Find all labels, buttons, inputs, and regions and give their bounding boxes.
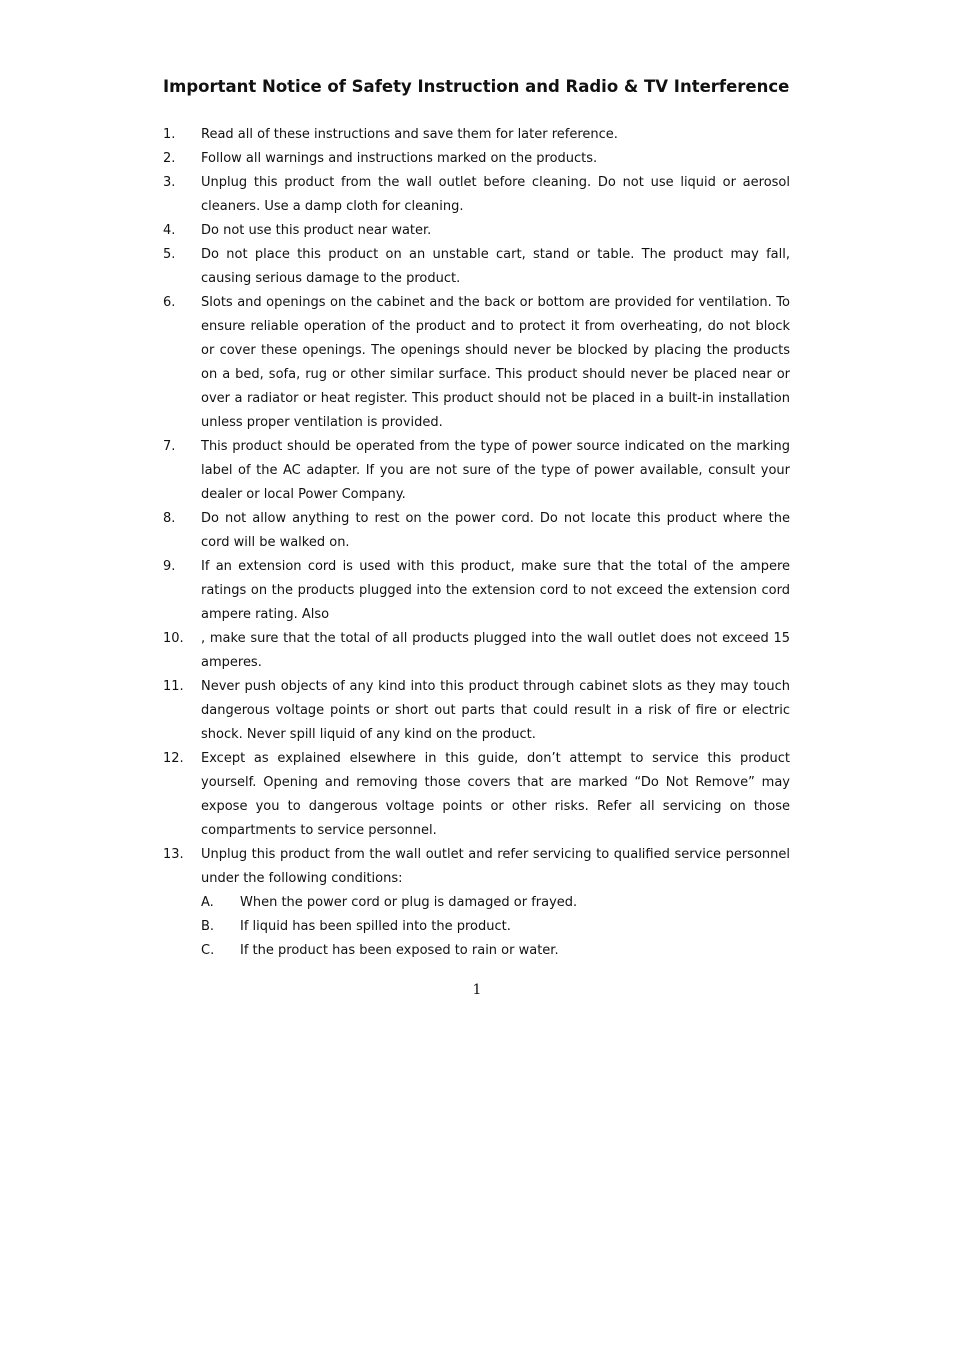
list-item	[163, 171, 790, 219]
subitem-text: If the product has been exposed to rain or water.	[240, 943, 559, 958]
page-number: 1	[472, 982, 482, 998]
item-text: Unplug this product from the wall outlet and refer servicing to qualified service personnel under the following conditions:	[201, 847, 790, 886]
subitem-letter: C.	[201, 943, 215, 958]
item-number: 11.	[163, 679, 184, 694]
list-item	[163, 555, 790, 627]
item-number: 7.	[163, 439, 176, 454]
sublist-item	[201, 915, 790, 939]
subitem-text: If liquid has been spilled into the product.	[240, 919, 511, 934]
item-text: Follow all warnings and instructions marked on the products.	[201, 151, 598, 166]
subitem-letter: A.	[201, 895, 214, 910]
item-text: Do not place this product on an unstable cart, stand or table. The product may fall, causing serious damage to the product.	[201, 247, 790, 286]
item-number: 3.	[163, 175, 176, 190]
list-item	[163, 843, 790, 963]
list-item	[163, 291, 790, 435]
list-item	[163, 435, 790, 507]
item-text: Slots and openings on the cabinet and the back or bottom are provided for ventilation. To ensure reliable operation of the product and to protect it from overheating, do not block or cover these openings. The openings should never be blocked by placing the products on a bed, sofa, rug or other similar surface. This product should never be placed near or over a radiator or heat register. This product should not be placed in a built-in installation unless proper ventilation is provided.	[201, 295, 790, 430]
item-number: 4.	[163, 223, 176, 238]
list-item	[163, 627, 790, 675]
condition-sublist	[201, 891, 790, 963]
document-title: Important Notice of Safety Instruction and Radio & TV Interference	[163, 77, 790, 96]
item-number: 1.	[163, 127, 176, 142]
list-item	[163, 219, 790, 243]
item-text: Except as explained elsewhere in this guide, don’t attempt to service this product yourself. Opening and removing those covers that are marked “Do Not Remove” may expose you to dangerous voltage points or other risks. Refer all servicing on those compartments to service personnel.	[201, 751, 790, 838]
list-item	[163, 147, 790, 171]
item-text: Do not allow anything to rest on the power cord. Do not locate this product where the cord will be walked on.	[201, 511, 790, 550]
item-text: Do not use this product near water.	[201, 223, 432, 238]
item-number: 6.	[163, 295, 176, 310]
item-number: 9.	[163, 559, 176, 574]
sublist-item	[201, 891, 790, 915]
item-number: 8.	[163, 511, 176, 526]
list-item	[163, 507, 790, 555]
subitem-letter: B.	[201, 919, 215, 934]
item-number: 5.	[163, 247, 176, 262]
document-page	[163, 74, 790, 963]
item-number: 2.	[163, 151, 176, 166]
item-text: Unplug this product from the wall outlet before cleaning. Do not use liquid or aerosol cleaners. Use a damp cloth for cleaning.	[201, 175, 790, 214]
item-text: , make sure that the total of all products plugged into the wall outlet does not exceed 15 amperes.	[201, 631, 790, 670]
item-number: 10.	[163, 631, 184, 646]
list-item	[163, 243, 790, 291]
list-item	[163, 747, 790, 843]
item-number: 13.	[163, 847, 184, 862]
item-text: This product should be operated from the type of power source indicated on the marking label of the AC adapter. If you are not sure of the type of power available, consult your dealer or local Power Company.	[201, 439, 790, 502]
item-text: If an extension cord is used with this product, make sure that the total of the ampere ratings on the products plugged into the extension cord to not exceed the extension cord ampere rating. Also	[201, 559, 790, 622]
list-item	[163, 123, 790, 147]
item-text: Read all of these instructions and save them for later reference.	[201, 127, 618, 142]
instruction-list	[163, 123, 790, 963]
list-item	[163, 675, 790, 747]
sublist-item	[201, 939, 790, 963]
subitem-text: When the power cord or plug is damaged or frayed.	[240, 895, 578, 910]
item-text: Never push objects of any kind into this product through cabinet slots as they may touch dangerous voltage points or short out parts that could result in a risk of fire or electric shock. Never spill liquid of any kind on the product.	[201, 679, 790, 742]
item-number: 12.	[163, 751, 184, 766]
